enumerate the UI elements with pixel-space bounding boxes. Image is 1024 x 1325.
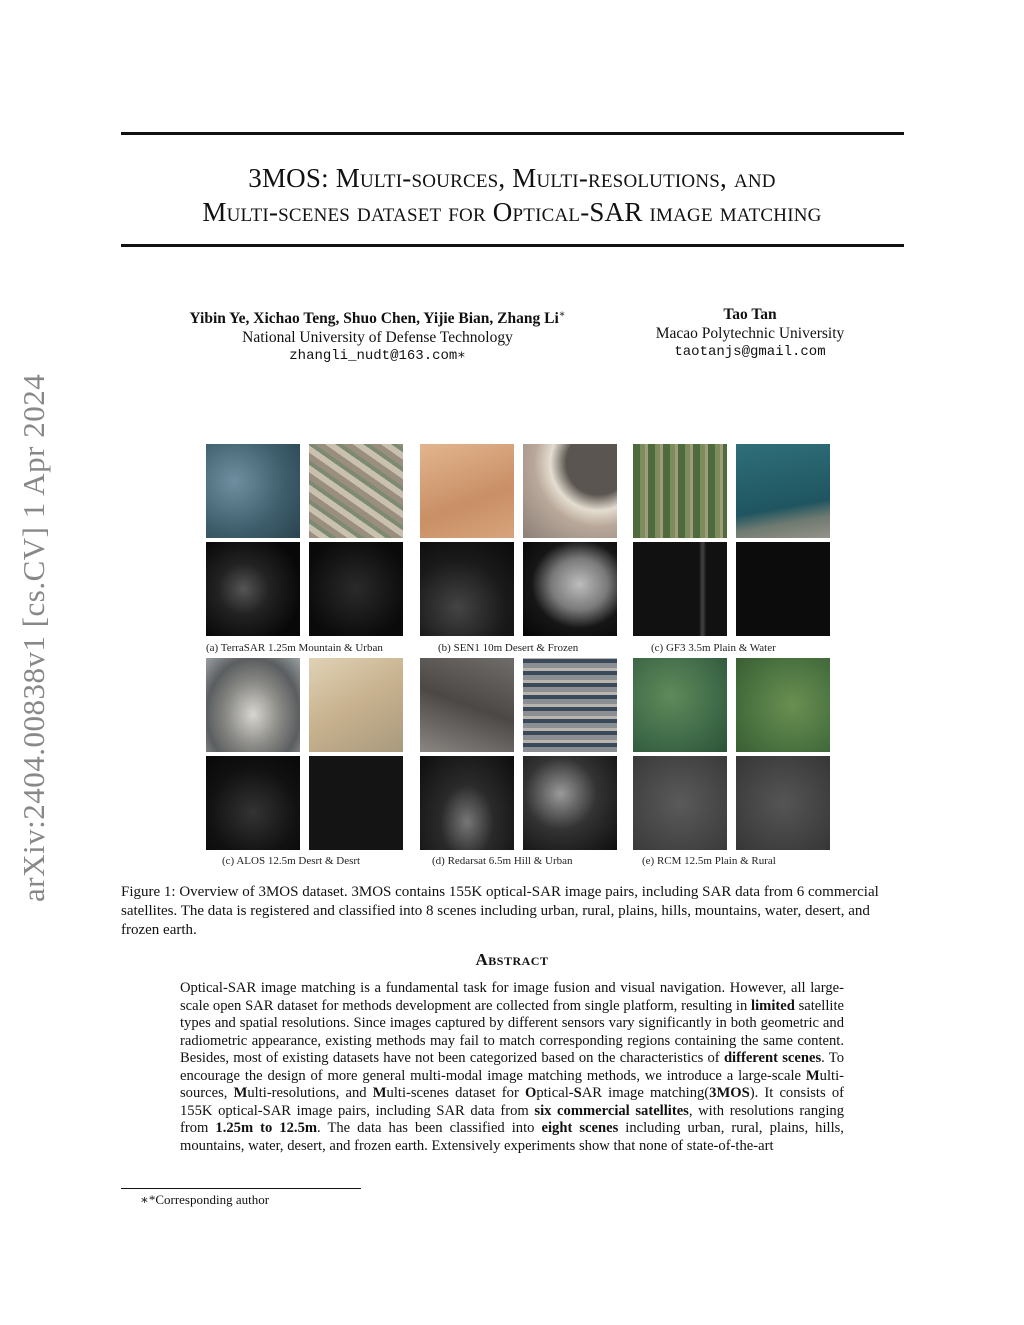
author-name-right: Tao Tan (723, 306, 777, 323)
figure-image-c-sar-water (736, 542, 830, 636)
figure-image-a-optical-mountain (206, 444, 300, 538)
abstract-text-segment: ptical- (536, 1085, 574, 1101)
abstract-text-segment: ulti-scenes dataset for (386, 1085, 525, 1101)
author-names-left: Yibin Ye, Xichao Teng, Shuo Chen, Yijie Bian, Zhang Li (189, 310, 559, 328)
figure-image-a-sar-urban (309, 542, 403, 636)
email-right[interactable]: taotanjs@gmail.com (674, 344, 826, 360)
figure-image-f-optical-rural (736, 658, 830, 752)
footnote-rule (121, 1188, 361, 1189)
title-bottom-rule (121, 244, 904, 247)
abstract-bold-segment: limited (751, 997, 795, 1014)
abstract-text-segment: . The data has been classified into (317, 1120, 542, 1136)
affiliation-left: National University of Defense Technology (242, 329, 513, 347)
paper-title-line-1: 3MOS: Multi-sources, Multi-resolutions, and (248, 163, 776, 193)
footnote-corresponding-author: ∗*Corresponding author (140, 1192, 270, 1207)
abstract-bold-segment: different scenes (723, 1050, 822, 1066)
figure-image-e-optical-urban (523, 658, 617, 752)
abstract-text-segment: . To encourage the design of more general multi-modal image matching methods, we introduce a large-scale (180, 1050, 844, 1084)
abstract-text-segment: including urban, rural, plains, hills, mountains, water, desert, and frozen earth. Extensively experiments show that none of state-of-the-art (180, 1120, 844, 1154)
figure-image-f-sar-rural (736, 756, 830, 850)
author-block-left (160, 305, 595, 366)
figure-image-d-optical-desert-1 (206, 658, 300, 752)
abstract-bold-segment: M (233, 1085, 248, 1101)
arxiv-identifier: arXiv:2404.00838v1 [cs.CV] 1 Apr 2024 (16, 373, 51, 902)
abstract-text-segment: Optical-SAR image matching is a fundamental task for image fusion and visual navigation. However, all large-scale open SAR dataset for methods development are collected from single platform, resulting in (180, 980, 844, 1014)
abstract-text-segment: , with resolutions ranging from (180, 1102, 844, 1136)
figure-panel-label-c: (c) GF3 3.5m Plain & Water (651, 642, 776, 654)
figure-image-d-sar-desert-1 (206, 756, 300, 850)
figure-panel-label-c2: (c) ALOS 12.5m Desrt & Desrt (222, 855, 361, 867)
abstract-text-segment: ulti-sources, (180, 1067, 844, 1101)
figure-image-d-optical-desert-2 (309, 658, 403, 752)
figure-image-f-sar-plain (633, 756, 727, 850)
abstract-bold-segment: eight scenes (541, 1120, 619, 1136)
figure-panel-label-e: (e) RCM 12.5m Plain & Rural (642, 855, 776, 867)
abstract-text-segment: AR image matching( (581, 1085, 710, 1101)
abstract-bold-segment: O (524, 1085, 537, 1101)
paper-title-line-2: Multi-scenes dataset for Optical-SAR image matching (202, 197, 822, 227)
abstract-body (180, 980, 844, 1155)
abstract-bold-segment: 1.25m to 12.5m (215, 1120, 318, 1136)
figure-image-c-optical-plain (633, 444, 727, 538)
figure-panel-label-d: (d) Redarsat 6.5m Hill & Urban (432, 855, 573, 867)
abstract-bold-segment: S (573, 1085, 582, 1101)
figure-image-c-sar-plain (633, 542, 727, 636)
figure-image-a-optical-urban (309, 444, 403, 538)
abstract-text-segment: ). It consists of 155K optical-SAR image pairs, including SAR data from (180, 1085, 844, 1119)
figure-image-f-optical-plain (633, 658, 727, 752)
email-left[interactable]: zhangli_nudt@163.com∗ (289, 348, 466, 365)
figure-image-e-sar-hill (420, 756, 514, 850)
figure-caption: Figure 1: Overview of 3MOS dataset. 3MOS contains 155K optical-SAR image pairs, including SAR data from 6 commercial satellites. The data is registered and classified into 8 scenes including urban, rural, plains, hills, mountains, water, desert, and frozen earth. (121, 884, 879, 938)
figure-image-b-optical-desert (420, 444, 514, 538)
abstract-bold-segment: 3MOS (709, 1085, 750, 1101)
figure-image-a-sar-mountain (206, 542, 300, 636)
figure-panel-label-b: (b) SEN1 10m Desert & Frozen (438, 642, 579, 654)
title-top-rule (121, 132, 904, 135)
figure-image-b-sar-desert (420, 542, 514, 636)
abstract-bold-segment: M (805, 1067, 820, 1084)
corresponding-mark: ∗ (558, 309, 566, 320)
abstract-bold-segment: M (372, 1085, 387, 1101)
figure-image-e-sar-urban (523, 756, 617, 850)
abstract-text-segment: satellite types and spatial resolutions. Since images captured by different sensors vary significantly in both geometric and radiometric appearance, existing methods may fail to match corresponding regions containing the same content. Besides, most of existing datasets have not been categorized based on the characteristics of (180, 997, 844, 1066)
abstract-bold-segment: six commercial satellites (534, 1102, 689, 1119)
abstract-text-segment: ulti-resolutions, and (247, 1085, 373, 1101)
figure-image-e-optical-hill (420, 658, 514, 752)
figure-image-d-sar-desert-2 (309, 756, 403, 850)
figure-image-b-optical-frozen (523, 444, 617, 538)
figure-image-b-sar-frozen (523, 542, 617, 636)
author-block-right (630, 305, 870, 362)
figure-image-c-optical-water (736, 444, 830, 538)
figure-panel-label-a: (a) TerraSAR 1.25m Mountain & Urban (206, 642, 383, 654)
affiliation-right: Macao Polytechnic University (655, 325, 845, 342)
abstract-heading: Abstract (475, 950, 549, 969)
